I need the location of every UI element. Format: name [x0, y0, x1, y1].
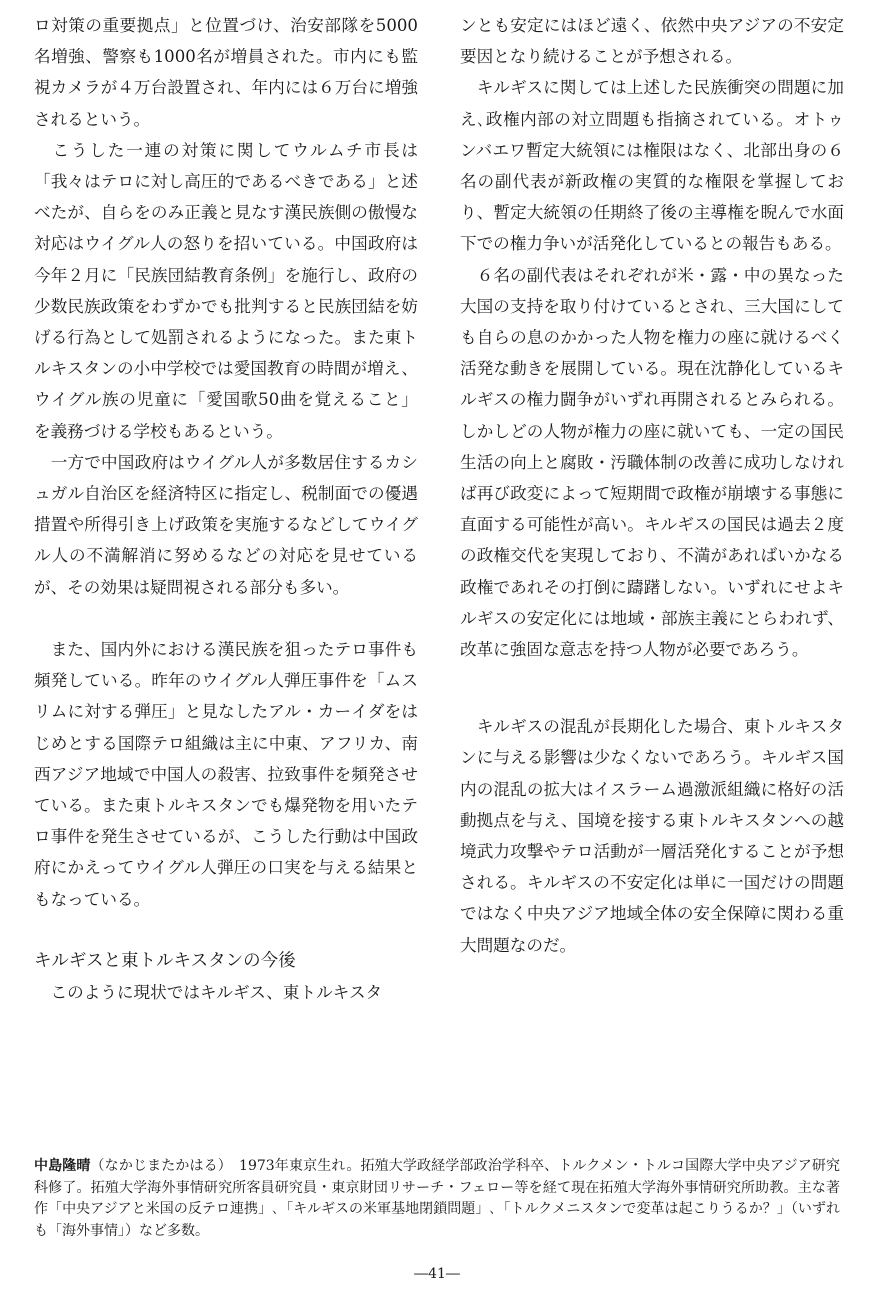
page-number: ―41― [414, 1266, 460, 1282]
author-bio [34, 1156, 840, 1242]
paragraph: ロ対策の重要拠点」と位置づけ、治安部隊を5000名増強、警察も1000名が増員された。市内にも監視カメラが４万台設置され、年内には６万台に増強されるという。 [34, 16, 418, 129]
paragraph: このように現状ではキルギス、東トルキスタ [34, 983, 383, 1003]
paragraph: ンとも安定にはほど遠く、依然中央アジアの不安定要因となり続けることが予想される。 [460, 16, 844, 67]
paragraph: 一方で中国政府はウイグル人が多数居住するカシュガル自治区を経済特区に指定し、税制面での優遇措置や所得引き上げ政策を実施するなどしてウイグル人の不満解消に努めるなどの対応を見せているが、その効果は疑問視される部分も多い。 [34, 452, 418, 597]
paragraph: こうした一連の対策に関してウルムチ市長は「我々はテロに対し高圧的であるべきである」と述べたが、自らをのみ正義と見なす漢民族側の傲慢な対応はウイグル人の怒りを招いている。中国政府は今年２月に「民族団結教育条例」を施行し、政府の少数民族政策をわずかでも批判すると民族団結を妨げる行為として処罰されるようになった。また東トルキスタンの小中学校では愛国教育の時間が増え、ウイグル族の児童に「愛国歌50曲を覚えること」を義務づける学校もあるという。 [34, 140, 418, 441]
paragraph-gap [34, 915, 418, 946]
paragraph: キルギスの混乱が長期化した場合、東トルキスタンに与える影響は少なくないであろう。キルギス国内の混乱の拡大はイスラーム過激派組織に格好の活動拠点を与え、国境を接する東トルキスタンへの越境武力攻撃やテロ活動が一層活発化することが予想される。キルギスの不安定化は単に一国だけの問題ではなく中央アジア地域全体の安全保障に関わる重大問題なのだ。 [460, 717, 844, 955]
paragraph: ６名の副代表はそれぞれが米・露・中の異なった大国の支持を取り付けているとされ、三大国にしても自らの息のかかった人物を権力の座に就けるべく活発な動きを展開している。現在沈静化しているキルギスの権力闘争がいずれ再開されるとみられる。しかしどの人物が権力の座に就いても、一定の国民生活の向上と腐敗・汚職体制の改善に成功しなければ再び政変によって短期間で政権が崩壊する事態に直面する可能性が高い。キルギスの国民は過去２度の政権交代を実現しており、不満があればいかなる政権であれその打倒に躊躇しない。いずれにせよキルギスの安定化には地域・部族主義にとらわれず、改革に強固な意志を持つ人物が必要であろう。 [460, 265, 844, 660]
section-heading: キルギスと東トルキスタンの今後 [34, 951, 296, 972]
paragraph: キルギスに関しては上述した民族衝突の問題に加え､政権内部の対立問題も指摘されている。オトゥンバエワ暫定大統領には権限はなく、北部出身の６名の副代表が新政権の実質的な権限を掌握しており、暫定大統領の任期終了後の主導権を睨んで水面下での権力争いが活発化しているとの報告もある。 [460, 78, 844, 254]
left-column [34, 10, 418, 1008]
right-column [460, 10, 844, 961]
paragraph: また、国内外における漢民族を狙ったテロ事件も頻発している。昨年のウイグル人弾圧事件を「ムスリムに対する弾圧」と見なしたアル・カーイダをはじめとする国際テロ組織は主に中東、アフリカ、南西アジア地域で中国人の殺害、拉致事件を頻発させている。また東トルキスタンでも爆発物を用いたテロ事件を発生させているが、こうした行動は中国政府にかえってウイグル人弾圧の口実を与える結果ともなっている。 [34, 640, 418, 909]
author-bio-text: （なかじまたかはる） 1973年東京生れ。拓殖大学政経学部政治学科卒、トルクメン・トルコ国際大学中央アジア研究科修了。拓殖大学海外事情研究所客員研究員・東京財団リサーチ・フェロー等を経て現在拓殖大学海外事情研究所助教。主な著作「中央アジアと米国の反テロ連携」､「キルギスの米軍基地閉鎖問題」､「トルクメニスタンで変革は起こりうるか？」（いずれも「海外事情」）など多数。 [34, 1158, 840, 1239]
author-name: 中島隆晴 [34, 1158, 91, 1174]
paragraph-gap [34, 603, 418, 634]
paragraph-gap [460, 665, 844, 711]
